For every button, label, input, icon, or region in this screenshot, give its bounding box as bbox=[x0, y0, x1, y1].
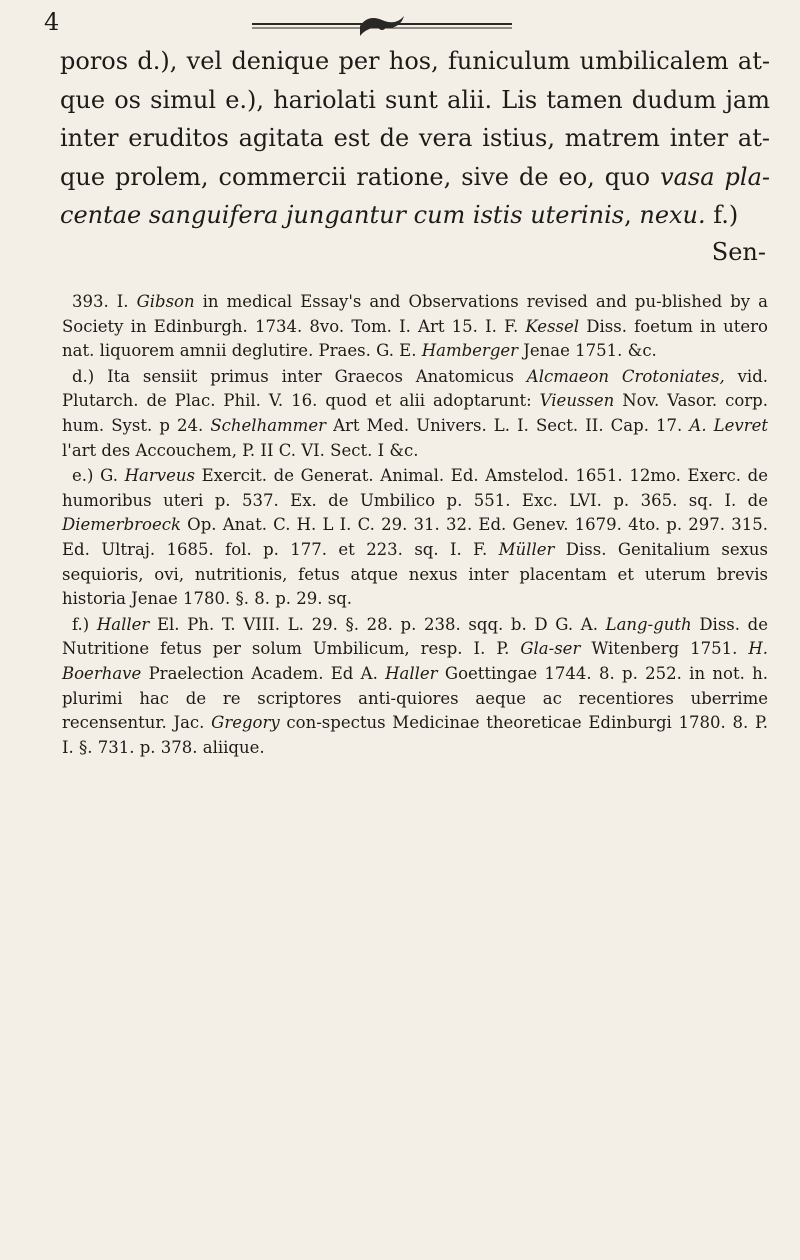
header-ornament bbox=[232, 12, 532, 38]
italic-run: Lang-guth bbox=[605, 614, 692, 634]
italic-run: Gregory bbox=[211, 713, 280, 733]
text-run: Diss. foetum in utero nat. liquorem amnii deglutire. Praes. G. E. bbox=[62, 316, 768, 361]
text-run: Goettingae 1744. 8. p. 252. in not. h. plurimi hac de re scriptores anti-quiores aeque ac recentiores uberrime recensentur. Jac. bbox=[62, 663, 769, 733]
text-run: Nov. Vasor. corp. hum. Syst. p 24. bbox=[62, 391, 768, 435]
text-run: Exercit. de Generat. Animal. Ed. Amstelod. 1651. 12mo. Exerc. de humoribus uteri p. 537. Ex. de Umbilico p. 551. Exc. LVI. p. 365. sq. I. de bbox=[62, 466, 769, 510]
italic-run: Harveus bbox=[124, 466, 195, 486]
italic-run: Müller bbox=[498, 539, 555, 559]
text-run: e.) G. bbox=[72, 466, 125, 486]
text-run: Diss. de Nutritione fetus per solum Umbilicum, resp. I. P. bbox=[62, 614, 768, 659]
text-run: d.) Ita sensiit primus inter Graecos Anatomicus bbox=[72, 366, 527, 386]
italic-run: H. Boerhave bbox=[62, 639, 768, 683]
italic-run: Hamberger bbox=[421, 341, 519, 361]
footnote-indent bbox=[62, 292, 72, 311]
main-paragraph bbox=[60, 42, 770, 235]
footnote bbox=[62, 613, 768, 761]
text-run: Diss. Genitalium sexus sequioris, ovi, nutritionis, fetus atque nexus inter placentam et uterum brevis historia Jenae 1780. §. 8. p. 29. sq. bbox=[62, 539, 768, 609]
text-run: vid. Plutarch. de Plac. Phil. V. 16. quod et alii adoptarunt: bbox=[62, 366, 768, 411]
italic-run: Schelhammer bbox=[210, 415, 326, 435]
text-run: Witenberg 1751. bbox=[580, 639, 749, 659]
text-run: Op. Anat. C. H. L I. C. 29. 31. 32. Ed. Genev. 1679. 4to. p. 297. 315. Ed. Ultraj. 1685. fol. p. 177. et 223. sq. I. F. bbox=[62, 515, 768, 559]
italic-run: Vieussen bbox=[539, 391, 615, 411]
text-run: Jenae 1751. &c. bbox=[518, 341, 657, 361]
footnote-indent bbox=[62, 615, 72, 634]
text-run: Praelection Academ. Ed A. bbox=[141, 663, 386, 683]
italic-run: nexu. bbox=[639, 201, 706, 229]
italic-run: Haller bbox=[385, 663, 438, 683]
text-run: con-spectus Medicinae theoreticae Edinburgi 1780. 8. P. I. §. 731. p. 378. aliique. bbox=[62, 713, 768, 757]
text-run: f.) bbox=[705, 201, 739, 229]
text-run: l'art des Accouchem, P. II C. VI. Sect. I &c. bbox=[62, 440, 419, 460]
text-run: f.) bbox=[72, 614, 97, 634]
text-run: Art Med. Univers. L. I. Sect. II. Cap. 17. bbox=[325, 415, 690, 435]
italic-run: A. Levret bbox=[689, 415, 769, 435]
footnote bbox=[62, 290, 768, 364]
italic-run: Haller bbox=[96, 614, 150, 634]
footnote bbox=[62, 365, 768, 463]
italic-run: Gibson bbox=[136, 292, 195, 311]
italic-run: Gla-ser bbox=[520, 639, 581, 659]
catchword: Sen- bbox=[711, 238, 766, 266]
footnote bbox=[62, 464, 768, 612]
text-run: El. Ph. T. VIII. L. 29. §. 28. p. 238. sqq. b. D G. A. bbox=[149, 614, 606, 634]
footnote-indent bbox=[62, 466, 72, 485]
text-run: poros d.), vel denique per hos, funiculum umbilicalem at-que os simul e.), hariolati sunt alii. Lis tamen dudum jam inter eruditos agitata est de vera istius, matrem inter at-que prolem, commercii ratione, sive de eo, quo bbox=[60, 47, 770, 191]
italic-run: Diemerbroeck bbox=[62, 515, 181, 535]
text-run: in medical Essay's and Observations revised and pu-blished by a Society in Edinburgh. 1734. 8vo. Tom. I. Art 15. I. F. bbox=[62, 292, 768, 336]
italic-run: Kessel bbox=[525, 316, 580, 336]
text-run: , bbox=[624, 201, 640, 229]
page-number: 4 bbox=[44, 8, 60, 36]
footnotes bbox=[62, 290, 768, 761]
italic-run: Alcmaeon Crotoniates, bbox=[526, 366, 725, 386]
italic-run: vasa pla-centae sanguifera jungantur cum istis uterinis bbox=[60, 162, 770, 229]
footnote-indent bbox=[62, 367, 72, 386]
text-run: 393. I. bbox=[72, 292, 137, 311]
main-text bbox=[60, 42, 770, 235]
